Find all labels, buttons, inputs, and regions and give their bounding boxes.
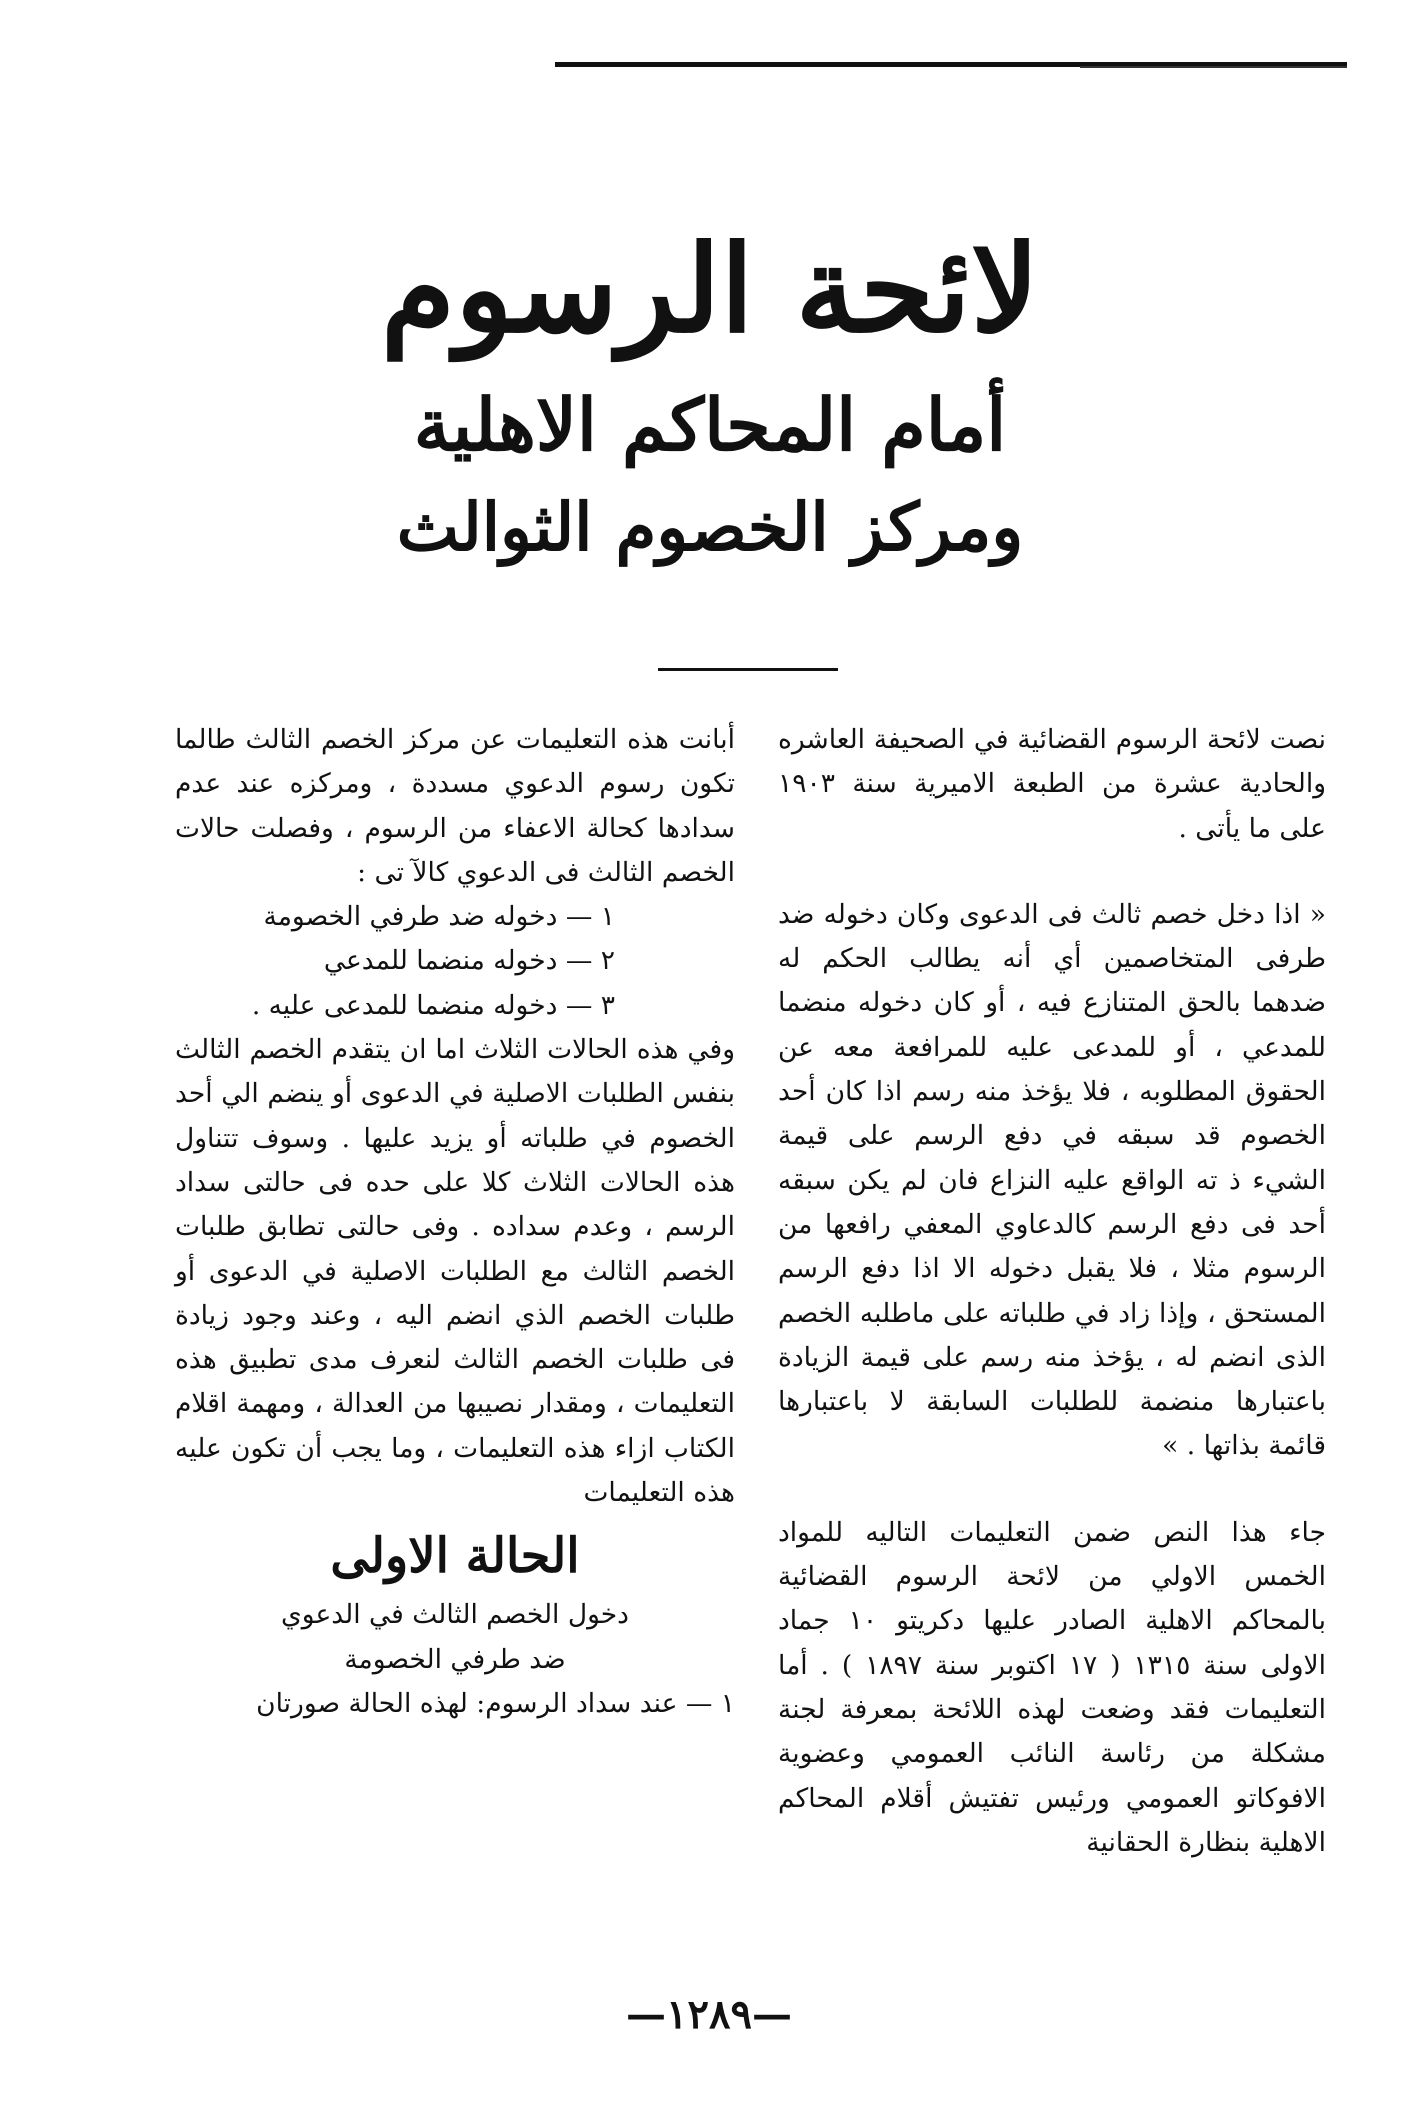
case-subheading-2: ضد طرفي الخصومة	[344, 1643, 566, 1675]
case-subheading-1: دخول الخصم الثالث في الدعوي	[281, 1599, 629, 1631]
right-paragraph-3: جاء هذا النص ضمن التعليمات التاليه للمواد الخمس الاولي من لائحة الرسوم القضائية بالمحاكم الاهلية الصادر عليها دكريتو ١٠ جماد الاولى سنة ١٣١٥ ( ١٧ اكتوبر سنة ١٨٩٧ ) . أما التعليمات فقد وضعت لهذه اللائحة بمعرفة لجنة مشكلة من رئاسة النائب العمومي وعضوية الافوكاتو العمومي ورئيس تفتيش أقلام المحاكم الاهلية بنظارة الحقانية	[778, 1516, 1326, 1858]
page-subtitle-2: ومركز الخصوم الثوالث	[396, 488, 1024, 566]
page-subtitle: أمام المحاكم الاهلية	[413, 382, 1007, 467]
list-item: ٣ — دخوله منضما للمدعى عليه .	[251, 989, 615, 1021]
left-body-paragraph: وفي هذه الحالات الثلاث اما ان يتقدم الخصم الثالث بنفس الطلبات الاصلية في الدعوى أو ينضم الي أحد الخصوم في طلباته أو يزيد عليها . وسوف تتناول هذه الحالات الثلاث كلا على حده فى حالتى سداد الرسم ، وعدم سداده . وفى حالتى تطابق طلبات الخصم الثالث مع الطلبات الاصلية في الدعوى أو طلبات الخصم الذي انضم اليه ، وعند وجود زيادة فى طلبات الخصم الثالث لنعرف مدى تطبيق هذه التعليمات ، ومقدار نصيبها من العدالة ، ومهمة اقلام الكتاب ازاء هذه التعليمات ، وما يجب أن تكون عليه هذه التعليمات	[175, 1034, 735, 1509]
right-paragraph-1: نصت لائحة الرسوم القضائية في الصحيفة العاشره والحادية عشرة من الطبعة الاميرية سنة ١٩٠٣ على ما يأتى .	[778, 724, 1326, 844]
right-paragraph-2: « اذا دخل خصم ثالث فى الدعوى وكان دخوله ضد طرفى المتخاصمين أي أنه يطالب الحكم له ضدهما بالحق المتنازع فيه ، أو كان دخوله منضما للمدعي ، أو للمدعى عليه للمرافعة معه عن الحقوق المطلوبه ، فلا يؤخذ منه رسم اذا كان أحد الخصوم قد سبقه في دفع الرسم على قيمة الشيء ذ ته الواقع عليه النزاع فان لم يكن سبقه أحد فى دفع الرسم كالدعاوي المعفي رافعها من الرسوم مثلا ، فلا يقبل دخوله الا اذا دفع الرسم المستحق ، وإذا زاد في طلباته على ماطلبه الخصم الذى انضم له ، يؤخذ منه رسم على قيمة الزيادة باعتبارها منضمة للطلبات السابقة لا باعتبارها قائمة بذاتها . »	[778, 898, 1326, 1462]
list-item: ١ — دخوله ضد طرفي الخصومة	[263, 901, 615, 933]
paragraph-gap	[778, 1469, 1326, 1511]
page-number: —١٢٨٩—	[626, 1991, 792, 2038]
right-column	[778, 718, 1326, 1865]
list-item: ٢ — دخوله منضما للمدعي	[323, 945, 615, 977]
left-column	[175, 718, 735, 1726]
title-block	[300, 215, 1120, 575]
case-item: ١ — عند سداد الرسوم: لهذه الحالة صورتان	[256, 1687, 735, 1719]
top-rule-tail	[1080, 66, 1347, 68]
page-title: لائحة الرسوم	[380, 219, 1040, 360]
paragraph-gap	[778, 851, 1326, 893]
left-intro-paragraph: أبانت هذه التعليمات عن مركز الخصم الثالث طالما تكون رسوم الدعوي مسددة ، ومركزه عند عدم سدادها كحالة الاعفاء من الرسوم ، وفصلت حالات الخصم الثالث فى الدعوي كالآ تى :	[175, 724, 735, 888]
title-divider	[658, 668, 838, 671]
case-heading: الحالة الاولى	[330, 1528, 580, 1585]
